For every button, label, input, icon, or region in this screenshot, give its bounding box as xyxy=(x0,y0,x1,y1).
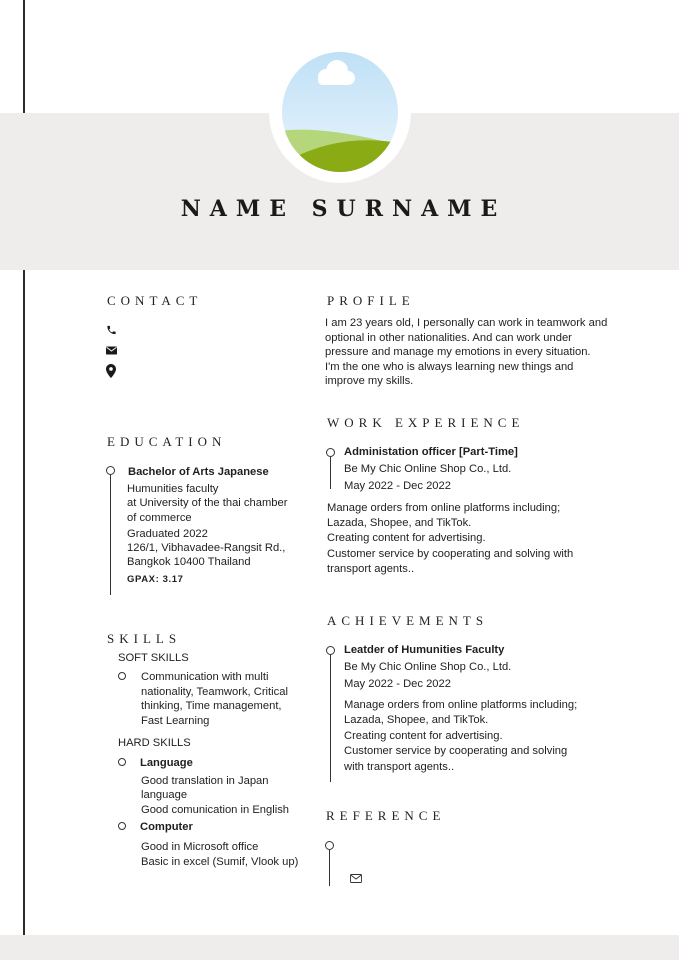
timeline-dot xyxy=(325,841,334,850)
profile-line: I'm the one who is always learning new things and xyxy=(325,361,574,373)
language-skill-line: Good translation in Japan xyxy=(141,775,269,787)
timeline-line xyxy=(330,655,331,782)
timeline-line xyxy=(330,457,331,489)
contact-heading: CONTACT xyxy=(107,293,203,308)
achievement-line: Creating content for advertising. xyxy=(344,730,503,742)
job-company: Be My Chic Online Shop Co., Ltd. xyxy=(344,463,512,475)
education-line: Bangkok 10400 Thailand xyxy=(127,556,251,568)
profile-line: I am 23 years old, I personally can work in teamwork and xyxy=(325,317,608,329)
profile-line: optional in other nationalities. And can work under xyxy=(325,332,572,344)
job-duty-line: Customer service by cooperating and solving with xyxy=(327,548,574,560)
skill-category-title: Language xyxy=(140,757,193,769)
soft-skill-line: nationality, Teamwork, Critical xyxy=(141,686,288,698)
computer-skill-line: Good in Microsoft office xyxy=(141,841,259,853)
footer-band xyxy=(0,935,679,960)
gpax: GPAX: 3.17 xyxy=(127,574,184,585)
profile-heading: PROFILE xyxy=(327,293,415,308)
education-line: Graduated 2022 xyxy=(127,528,208,540)
soft-skills-label: SOFT SKILLS xyxy=(118,652,189,664)
hard-skills-label: HARD SKILLS xyxy=(118,737,191,749)
timeline-dot xyxy=(326,448,335,457)
work-experience-heading: WORK EXPERIENCE xyxy=(327,415,525,430)
job-title: Administation officer [Part-Time] xyxy=(344,446,518,458)
profile-photo xyxy=(269,41,411,183)
bullet-icon xyxy=(118,822,126,830)
left-rule-top xyxy=(23,0,25,113)
achievement-line: with transport agents.. xyxy=(344,761,455,773)
education-line: 126/1, Vibhavadee-Rangsit Rd., xyxy=(127,542,286,554)
job-period: May 2022 - Dec 2022 xyxy=(344,480,451,492)
full-name: NAME SURNAME xyxy=(180,196,507,222)
reference-heading: REFERENCE xyxy=(326,808,446,823)
skills-heading: SKILLS xyxy=(107,631,182,646)
achievement-line: Customer service by cooperating and solving xyxy=(344,745,568,757)
job-duty-line: Manage orders from online platforms including; xyxy=(327,502,561,514)
phone-icon xyxy=(106,324,117,336)
location-pin-icon xyxy=(106,364,116,378)
profile-line: pressure and manage my emotions in every situation. xyxy=(325,346,591,358)
degree-title: Bachelor of Arts Japanese xyxy=(128,466,269,478)
achievement-title: Leatder of Humunities Faculty xyxy=(344,644,505,656)
soft-skill-line: Communication with multi xyxy=(141,671,269,683)
landscape-placeholder-icon xyxy=(281,51,399,173)
mail-icon xyxy=(350,874,362,883)
soft-skill-line: Fast Learning xyxy=(141,715,210,727)
achievements-heading: ACHIEVEMENTS xyxy=(327,613,489,628)
computer-skill-line: Basic in excel (Sumif, Vlook up) xyxy=(141,856,299,868)
language-skill-line: Good comunication in English xyxy=(141,804,290,816)
timeline-line xyxy=(329,850,330,886)
job-duty-line: transport agents.. xyxy=(327,563,415,575)
profile-line: improve my skills. xyxy=(325,375,414,387)
achievement-line: Manage orders from online platforms including; xyxy=(344,699,578,711)
left-rule-bottom xyxy=(23,270,25,935)
bullet-icon xyxy=(118,672,126,680)
timeline-dot xyxy=(326,646,335,655)
achievement-period: May 2022 - Dec 2022 xyxy=(344,678,451,690)
timeline-line xyxy=(110,475,111,595)
bullet-icon xyxy=(118,758,126,766)
skill-category-title: Computer xyxy=(140,821,193,833)
job-duty-line: Lazada, Shopee, and TikTok. xyxy=(327,517,472,529)
job-duty-line: Creating content for advertising. xyxy=(327,532,486,544)
education-line: of commerce xyxy=(127,512,192,524)
education-heading: EDUCATION xyxy=(107,434,227,449)
education-line: Humunities faculty xyxy=(127,483,219,495)
achievement-company: Be My Chic Online Shop Co., Ltd. xyxy=(344,661,512,673)
language-skill-line: language xyxy=(141,789,188,801)
timeline-dot xyxy=(106,466,115,475)
soft-skill-line: thinking, Time management, xyxy=(141,700,282,712)
mail-icon xyxy=(106,346,117,355)
education-line: at University of the thai chamber xyxy=(127,497,288,509)
achievement-line: Lazada, Shopee, and TikTok. xyxy=(344,714,489,726)
